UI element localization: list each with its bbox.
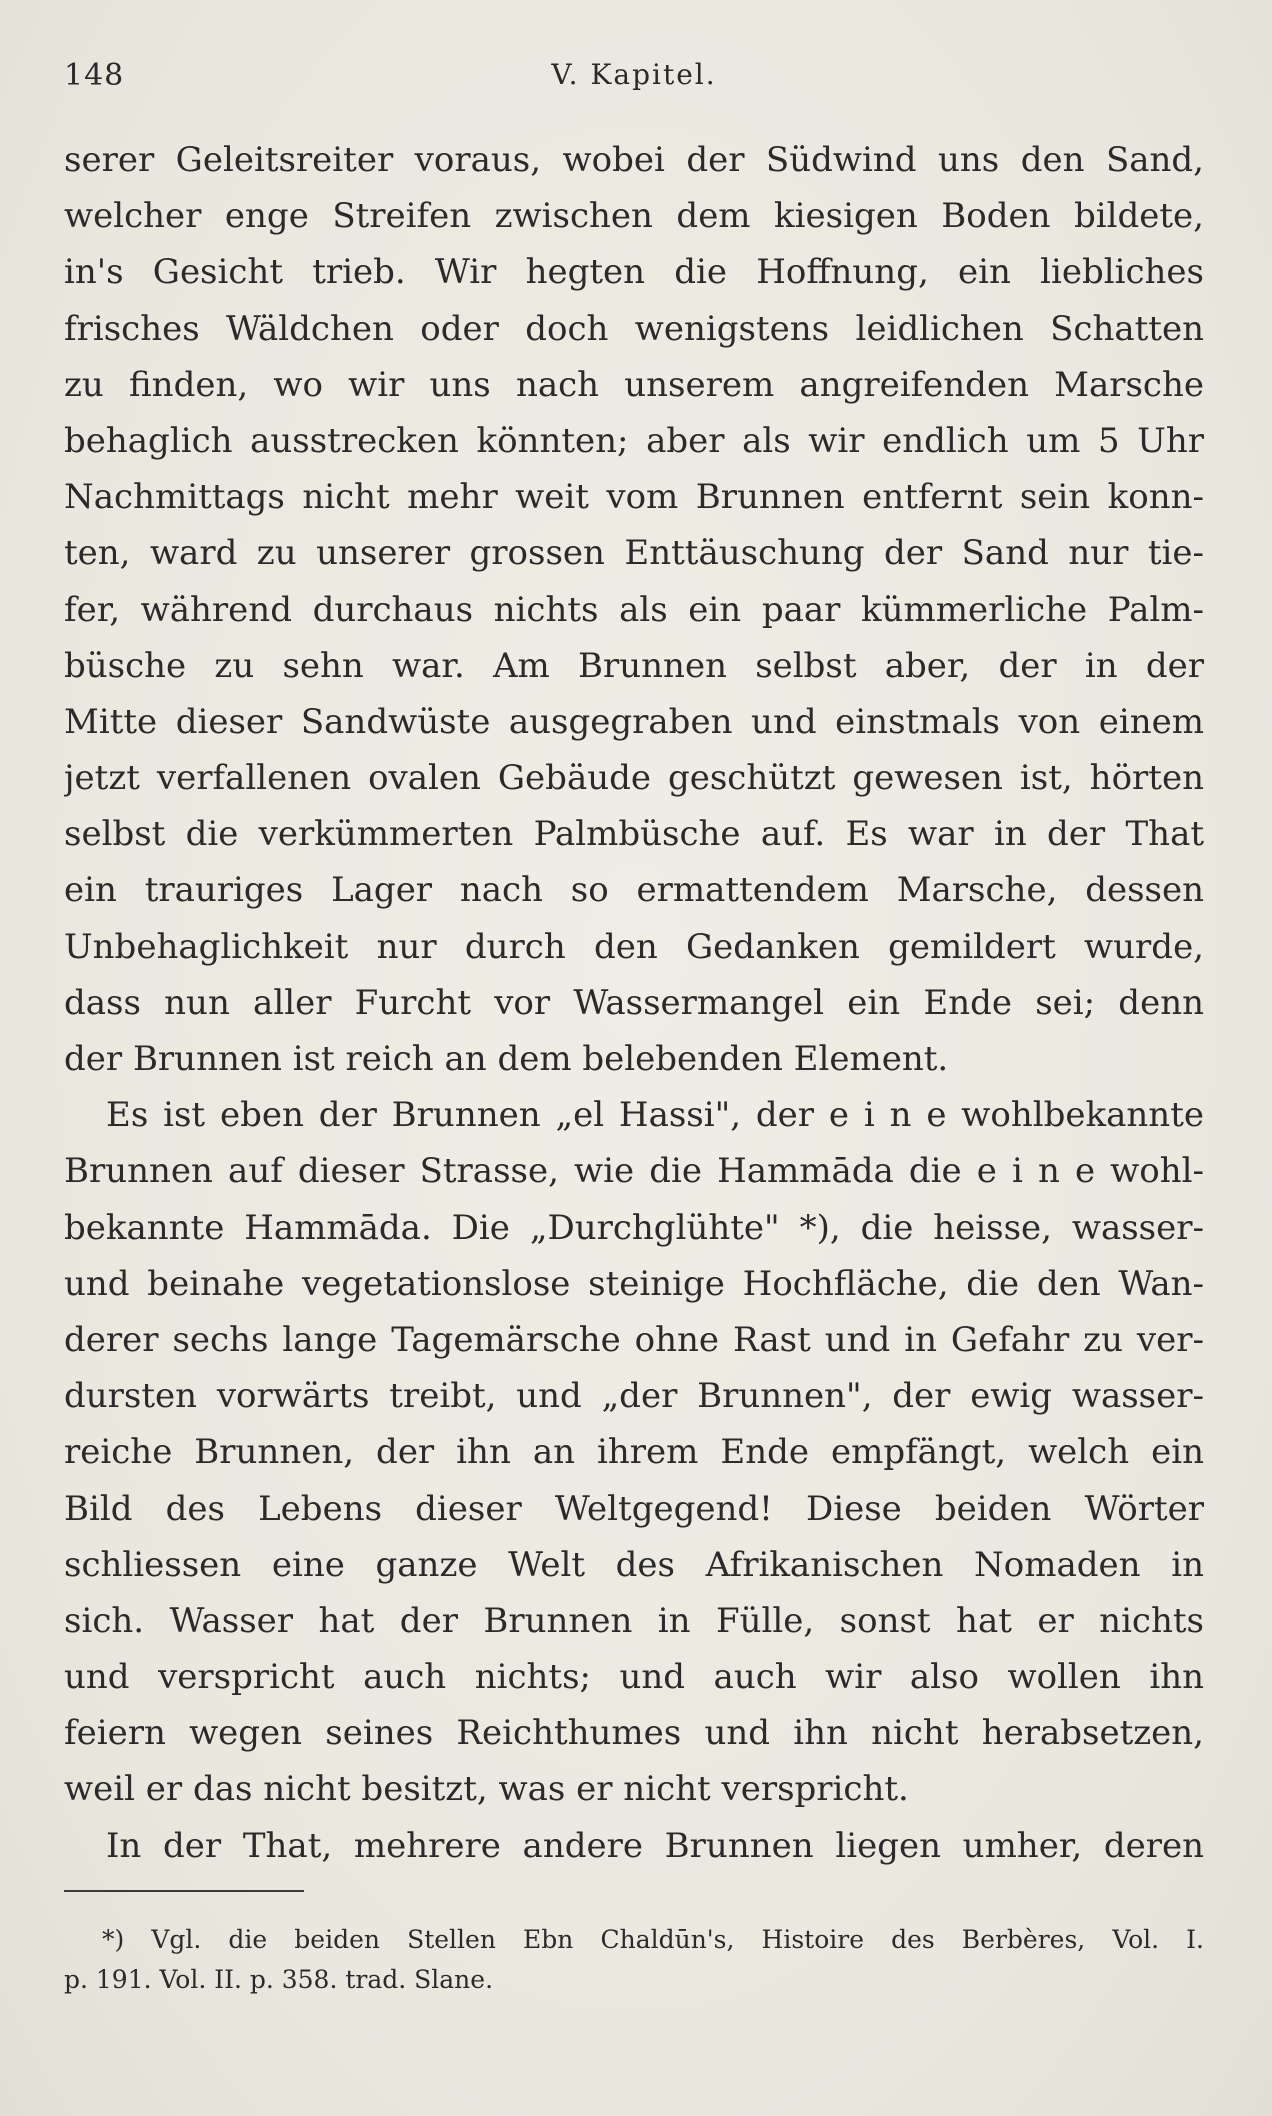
text-line: und verspricht auch nichts; und auch wir also wollen ihn bbox=[64, 1657, 1204, 1698]
footnote-line: *) Vgl. die beiden Stellen Ebn Chaldūn's, Histoire des Berbères, Vol. I. bbox=[102, 1925, 1204, 1954]
body-text bbox=[64, 132, 1204, 1874]
text-line: welcher enge Streifen zwischen dem kiesigen Boden bildete, bbox=[64, 196, 1204, 237]
footnote-divider bbox=[64, 1890, 304, 1892]
text-line: der Brunnen ist reich an dem belebenden Element. bbox=[64, 1039, 949, 1079]
text-line: sich. Wasser hat der Brunnen in Fülle, sonst hat er nichts bbox=[64, 1600, 1204, 1641]
page-header bbox=[64, 58, 1204, 98]
footnote-line: p. 191. Vol. II. p. 358. trad. Slane. bbox=[64, 1965, 494, 1994]
text-line: behaglich ausstrecken könnten; aber als wir endlich um 5 Uhr bbox=[64, 420, 1204, 461]
text-line: jetzt verfallenen ovalen Gebäude geschützt gewesen ist, hörten bbox=[64, 758, 1204, 799]
text-line: dursten vorwärts treibt, und „der Brunnen", der ewig wasser- bbox=[64, 1376, 1204, 1417]
running-title: V. Kapitel. bbox=[551, 58, 717, 91]
text-line: Mitte dieser Sandwüste ausgegraben und einstmals von einem bbox=[64, 701, 1204, 742]
text-line: büsche zu sehn war. Am Brunnen selbst aber, der in der bbox=[64, 645, 1204, 686]
text-line: bekannte Hammāda. Die „Durchglühte" *), die heisse, wasser- bbox=[64, 1207, 1204, 1248]
text-line: derer sechs lange Tagemärsche ohne Rast und in Gefahr zu ver- bbox=[64, 1319, 1204, 1360]
text-line: schliessen eine ganze Welt des Afrikanischen Nomaden in bbox=[64, 1544, 1204, 1585]
text-line: Es ist eben der Brunnen „el Hassi", der e i n e wohlbekannte bbox=[106, 1095, 1204, 1136]
page-number: 148 bbox=[64, 58, 125, 93]
text-line: weil er das nicht besitzt, was er nicht verspricht. bbox=[64, 1769, 909, 1810]
text-line: Nachmittags nicht mehr weit vom Brunnen entfernt sein konn- bbox=[64, 477, 1204, 518]
text-line: fer, während durchaus nichts als ein paar kümmerliche Palm- bbox=[64, 589, 1204, 630]
text-line: Brunnen auf dieser Strasse, wie die Hammāda die e i n e wohl- bbox=[64, 1151, 1204, 1192]
footnotes bbox=[64, 1920, 1204, 2000]
text-line: In der That, mehrere andere Brunnen liegen umher, deren bbox=[106, 1825, 1204, 1866]
text-line: feiern wegen seines Reichthumes und ihn nicht herabsetzen, bbox=[64, 1713, 1204, 1754]
text-line: selbst die verkümmerten Palmbüsche auf. Es war in der That bbox=[64, 814, 1204, 855]
text-line: ein trauriges Lager nach so ermattendem Marsche, dessen bbox=[64, 870, 1204, 911]
text-line: frisches Wäldchen oder doch wenigstens leidlichen Schatten bbox=[64, 308, 1204, 349]
text-line: serer Geleitsreiter voraus, wobei der Südwind uns den Sand, bbox=[64, 140, 1204, 180]
text-line: reiche Brunnen, der ihn an ihrem Ende empfängt, welch ein bbox=[64, 1432, 1204, 1473]
text-line: und beinahe vegetationslose steinige Hochfläche, die den Wan- bbox=[64, 1263, 1204, 1304]
text-line: ten, ward zu unserer grossen Enttäuschung der Sand nur tie- bbox=[64, 533, 1204, 574]
text-line: dass nun aller Furcht vor Wassermangel ein Ende sei; denn bbox=[64, 982, 1204, 1023]
text-line: zu finden, wo wir uns nach unserem angreifenden Marsche bbox=[64, 364, 1204, 405]
text-line: in's Gesicht trieb. Wir hegten die Hoffnung, ein liebliches bbox=[64, 252, 1204, 293]
text-line: Unbehaglichkeit nur durch den Gedanken gemildert wurde, bbox=[64, 926, 1204, 967]
text-line: Bild des Lebens dieser Weltgegend! Diese beiden Wörter bbox=[64, 1488, 1204, 1529]
